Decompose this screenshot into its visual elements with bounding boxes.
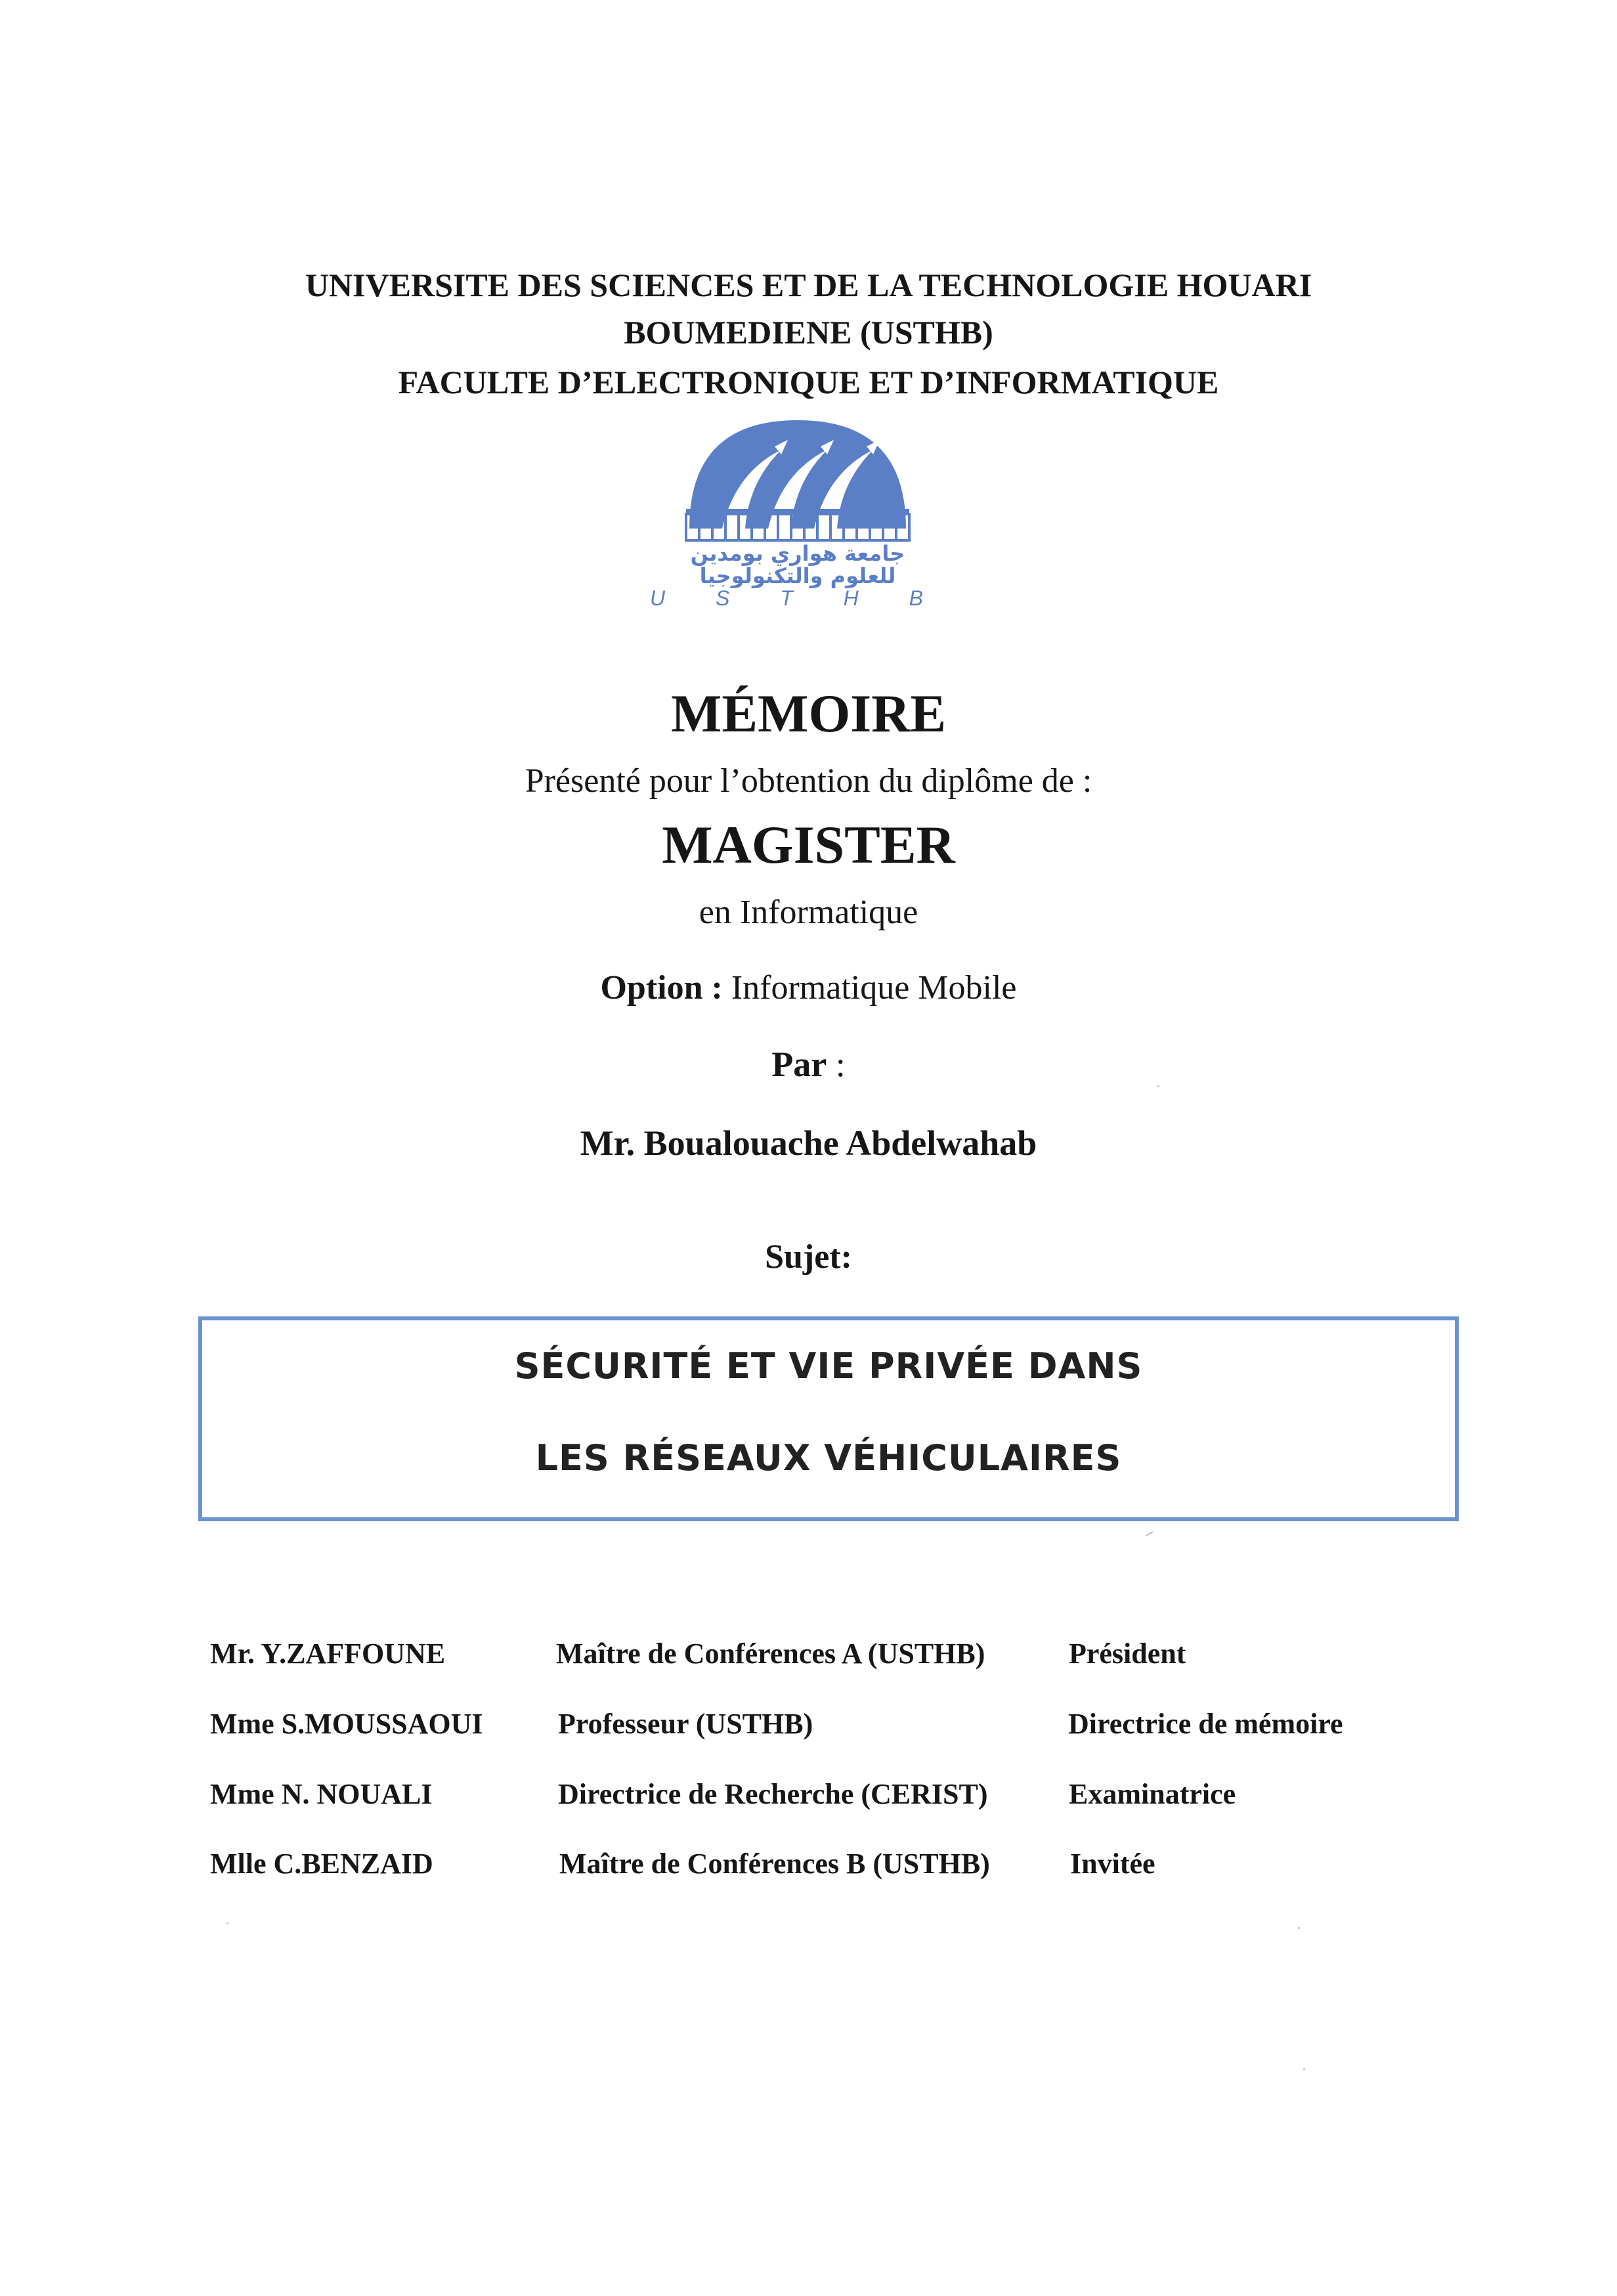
usthb-logo-emblem-icon bbox=[649, 420, 946, 611]
jury-member-role: Directrice de mémoire bbox=[1068, 1708, 1343, 1740]
subject-title-box bbox=[198, 1316, 1459, 1521]
jury-member-title: Maître de Conférences A (USTHB) bbox=[556, 1637, 985, 1670]
subject-label: Sujet: bbox=[765, 1238, 852, 1276]
jury-member-title: Professeur (USTHB) bbox=[558, 1708, 813, 1740]
degree-title: MAGISTER bbox=[662, 815, 955, 875]
jury-member-title: Directrice de Recherche (CERIST) bbox=[558, 1778, 988, 1810]
university-name-line2: BOUMEDIENE (USTHB) bbox=[624, 314, 993, 351]
jury-member-name: Mr. Y.ZAFFOUNE bbox=[210, 1637, 446, 1670]
logo-arabic-line2: للعلوم والتكنولوجيا bbox=[699, 563, 896, 588]
logo-latin-text: U S T H B bbox=[649, 586, 946, 610]
by-line bbox=[0, 1044, 1617, 1085]
field-text: en Informatique bbox=[699, 894, 918, 931]
logo-arabic-line1: جامعة هواري بومدين bbox=[690, 541, 905, 566]
subject-title-line1: SÉCURITÉ ET VIE PRIVÉE DANS bbox=[514, 1345, 1143, 1387]
jury-member-name: Mlle C.BENZAID bbox=[210, 1848, 433, 1880]
usthb-logo bbox=[649, 420, 946, 611]
scan-speck bbox=[1303, 2068, 1305, 2070]
document-type: MÉMOIRE bbox=[670, 683, 947, 743]
jury-member-role: Examinatrice bbox=[1069, 1778, 1236, 1810]
scan-speck bbox=[1157, 1085, 1159, 1087]
author-name: Mr. Boualouache Abdelwahab bbox=[580, 1123, 1037, 1163]
subject-title-line2: LES RÉSEAUX VÉHICULAIRES bbox=[535, 1437, 1122, 1479]
by-colon: : bbox=[827, 1045, 846, 1084]
scan-speck bbox=[226, 1922, 228, 1924]
jury-member-name: Mme N. NOUALI bbox=[210, 1778, 433, 1810]
option-label: Option : bbox=[600, 969, 723, 1007]
jury-member-title: Maître de Conférences B (USTHB) bbox=[559, 1848, 990, 1880]
scan-speck bbox=[1146, 1531, 1153, 1536]
jury-member-name: Mme S.MOUSSAOUI bbox=[210, 1708, 483, 1740]
by-label: Par bbox=[771, 1045, 827, 1084]
option-value: Informatique Mobile bbox=[731, 969, 1017, 1007]
jury-member-role: Invitée bbox=[1070, 1848, 1155, 1880]
scan-speck bbox=[1298, 1927, 1300, 1929]
faculty-name: FACULTE D’ELECTRONIQUE ET D’INFORMATIQUE bbox=[398, 364, 1219, 401]
option-line bbox=[0, 968, 1617, 1007]
presented-for-text: Présenté pour l’obtention du diplôme de : bbox=[525, 762, 1092, 800]
university-name-line1: UNIVERSITE DES SCIENCES ET DE LA TECHNOLOGIE HOUARI bbox=[305, 267, 1312, 303]
jury-member-role: Président bbox=[1069, 1637, 1186, 1670]
